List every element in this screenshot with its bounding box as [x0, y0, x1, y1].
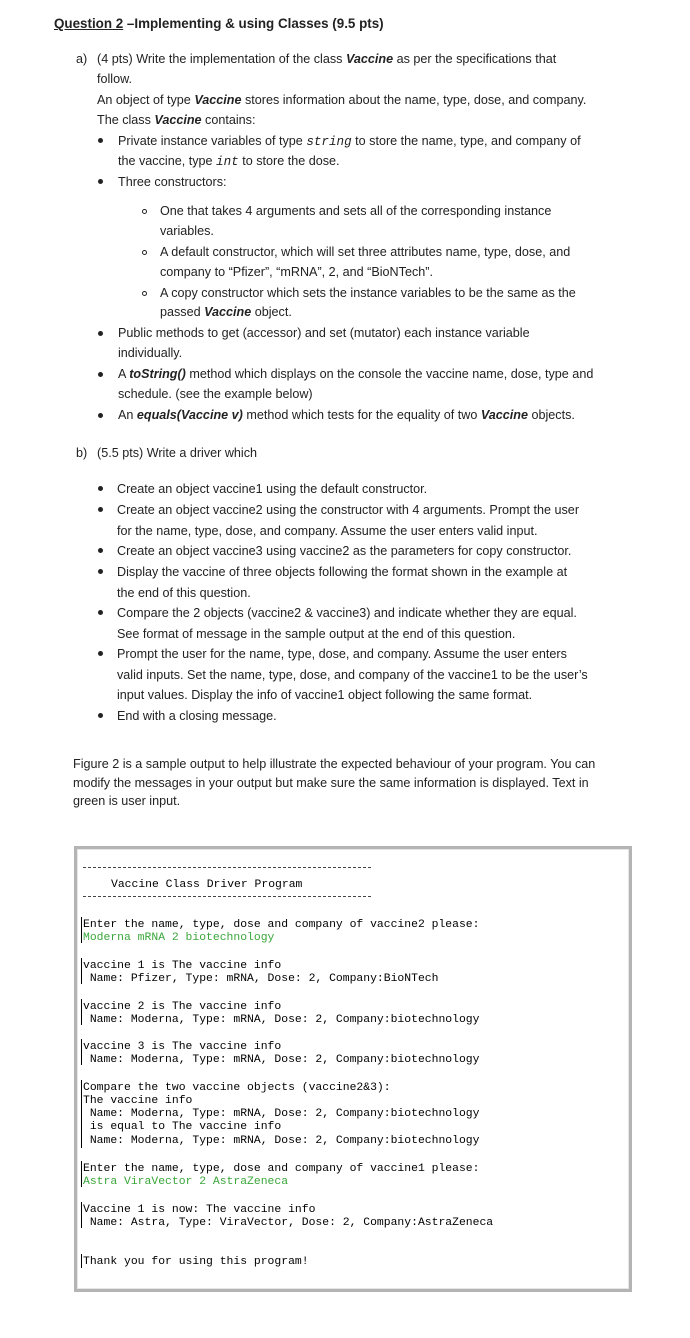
bullet-icon — [98, 372, 103, 377]
console-v3-head: vaccine 3 is The vaccine info — [83, 1041, 282, 1053]
console-compare-line4: is equal to The vaccine info — [83, 1121, 282, 1133]
b-item-6-line2: valid inputs. Set the name, type, dose, and company of the vaccine1 to be the user’s — [117, 667, 588, 682]
circle-bullet-icon — [142, 209, 147, 214]
text: An object of type — [97, 93, 195, 107]
console-compare-line5: Name: Moderna, Type: mRNA, Dose: 2, Company:biotechnology — [83, 1135, 480, 1147]
console-v1-body: Name: Pfizer, Type: mRNA, Dose: 2, Company:BioNTech — [83, 973, 439, 985]
b-item-6-line1: Prompt the user for the name, type, dose, and company. Assume the user enters — [117, 647, 567, 661]
b-item-5-line2: See format of message in the sample output at the end of this question. — [117, 626, 516, 641]
console-prompt2: Enter the name, type, dose and company of vaccine1 please: — [83, 1163, 480, 1175]
divider — [83, 896, 371, 897]
a-bullet2: Three constructors: — [118, 175, 227, 189]
question-title-text: –Implementing & using Classes (9.5 pts) — [123, 16, 384, 31]
part-b-label: b) — [76, 446, 88, 460]
figure-note-line2: modify the messages in your output but make sure the same information is displayed. Text in — [73, 776, 589, 790]
class-name: Vaccine — [345, 52, 394, 66]
text: object. — [251, 305, 292, 319]
console-v1-head: vaccine 1 is The vaccine info — [83, 960, 282, 972]
console-header: Vaccine Class Driver Program — [111, 879, 303, 891]
part-a-line1 — [97, 49, 556, 69]
b-item-1-line1: Create an object vaccine1 using the default constructor. — [117, 482, 428, 496]
class-name: Vaccine — [194, 93, 242, 107]
divider — [81, 1161, 82, 1187]
a-bullet3-line1: Public methods to get (accessor) and set (mutator) each instance variable — [118, 326, 530, 340]
class-name: Vaccine — [204, 305, 252, 319]
console-user-input2: Astra ViraVector 2 AstraZeneca — [83, 1176, 289, 1188]
a-bullet1-line2 — [118, 151, 340, 172]
text: stores information about the name, type, dose, and company. — [241, 93, 587, 107]
bullet-icon — [98, 331, 103, 336]
console-prompt1: Enter the name, type, dose and company of vaccine2 please: — [83, 919, 480, 931]
b-item-7-line1: End with a closing message. — [117, 709, 277, 723]
part-a-line2: follow. — [97, 72, 133, 86]
a-bullet1-line1 — [118, 131, 581, 152]
text: contains: — [201, 113, 256, 127]
b-item-2-line2: for the name, type, dose, and company. Assume the user enters valid input. — [117, 523, 538, 538]
text: (4 pts) Write the implementation of the class — [97, 52, 346, 66]
a-bullet3-line2: individually. — [118, 346, 183, 360]
console-final-head: Vaccine 1 is now: The vaccine info — [83, 1204, 316, 1216]
b-item-4-line1: Display the vaccine of three objects following the format shown in the example at — [117, 565, 568, 579]
divider — [81, 1039, 82, 1065]
b-item-3-line1: Create an object vaccine3 using vaccine2 as the parameters for copy constructor. — [117, 544, 572, 558]
a-sub2-line2: company to “Pfizer”, “mRNA”, 2, and “BioNTech”. — [160, 265, 433, 279]
circle-bullet-icon — [142, 291, 147, 296]
divider — [81, 917, 82, 943]
a-bullet4-line1 — [118, 364, 593, 384]
console-user-input1: Moderna mRNA 2 biotechnology — [83, 932, 275, 944]
bullet-icon — [98, 413, 103, 418]
console-compare-line2: The vaccine info — [83, 1095, 193, 1107]
divider — [81, 958, 82, 984]
console-v2-head: vaccine 2 is The vaccine info — [83, 1001, 282, 1013]
a-sub2-line1: A default constructor, which will set three attributes name, type, dose, and — [160, 245, 571, 259]
bullet-icon — [98, 507, 103, 512]
text: method which displays on the console the vaccine name, dose, type and — [185, 367, 594, 381]
b-item-2-line1: Create an object vaccine2 using the constructor with 4 arguments. Prompt the user — [117, 503, 580, 517]
part-a-label: a) — [76, 52, 88, 66]
console-v3-body: Name: Moderna, Type: mRNA, Dose: 2, Company:biotechnology — [83, 1054, 480, 1066]
b-item-5-line1: Compare the 2 objects (vaccine2 & vaccine3) and indicate whether they are equal. — [117, 606, 577, 620]
question-title — [54, 16, 384, 31]
b-item-6-line3: input values. Display the info of vaccine1 object following the same format. — [117, 688, 533, 702]
bullet-icon — [98, 610, 103, 615]
b-item-4-line2: the end of this question. — [117, 585, 251, 600]
text: An — [118, 408, 137, 422]
circle-bullet-icon — [142, 250, 147, 255]
bullet-icon — [98, 548, 103, 553]
a-bullet4-line2: schedule. (see the example below) — [118, 387, 313, 401]
text: as per the specifications that — [393, 52, 557, 66]
method-name: toString() — [129, 367, 186, 381]
figure-note-line1: Figure 2 is a sample output to help illustrate the expected behaviour of your program. You can — [73, 757, 596, 771]
bullet-icon — [98, 138, 103, 143]
a-sub1-line2: variables. — [160, 224, 214, 238]
text: the vaccine, type — [118, 154, 217, 168]
figure-note-line3: green is user input. — [73, 794, 181, 808]
a-sub3-line2 — [160, 302, 292, 322]
console-thanks: Thank you for using this program! — [83, 1256, 309, 1268]
divider — [83, 867, 371, 868]
text: Private instance variables of type — [118, 134, 307, 148]
text: to store the name, type, and company of — [351, 134, 581, 148]
text: to store the dose. — [238, 154, 340, 168]
console-v2-body: Name: Moderna, Type: mRNA, Dose: 2, Company:biotechnology — [83, 1014, 480, 1026]
bullet-icon — [98, 179, 103, 184]
code: string — [306, 135, 352, 149]
divider — [81, 1080, 82, 1148]
text: The class — [97, 113, 155, 127]
a-bullet5 — [118, 405, 575, 425]
console-compare-line3: Name: Moderna, Type: mRNA, Dose: 2, Company:biotechnology — [83, 1108, 480, 1120]
a-sub1-line1: One that takes 4 arguments and sets all of the corresponding instance — [160, 204, 552, 218]
divider — [81, 1202, 82, 1228]
text: method which tests for the equality of two — [242, 408, 481, 422]
text: objects. — [528, 408, 575, 422]
bullet-icon — [98, 569, 103, 574]
a-sub3-line1: A copy constructor which sets the instance variables to be the same as the — [160, 286, 576, 300]
code: int — [216, 155, 239, 169]
question-number: Question 2 — [54, 16, 124, 31]
console-output-figure — [74, 846, 632, 1292]
divider — [81, 999, 82, 1025]
class-name: Vaccine — [480, 408, 528, 422]
bullet-icon — [98, 486, 103, 491]
console-compare-head: Compare the two vaccine objects (vaccine2&3): — [83, 1082, 391, 1094]
text: passed — [160, 305, 205, 319]
console-final-body: Name: Astra, Type: ViraVector, Dose: 2, Company:AstraZeneca — [83, 1217, 494, 1229]
part-a-line4 — [97, 110, 255, 130]
method-name: equals(Vaccine v) — [136, 408, 243, 422]
bullet-icon — [98, 651, 103, 656]
class-name: Vaccine — [154, 113, 202, 127]
part-a-line3 — [97, 90, 586, 110]
text: A — [118, 367, 130, 381]
bullet-icon — [98, 713, 103, 718]
part-b-line1: (5.5 pts) Write a driver which — [97, 446, 258, 460]
divider — [81, 1254, 82, 1268]
